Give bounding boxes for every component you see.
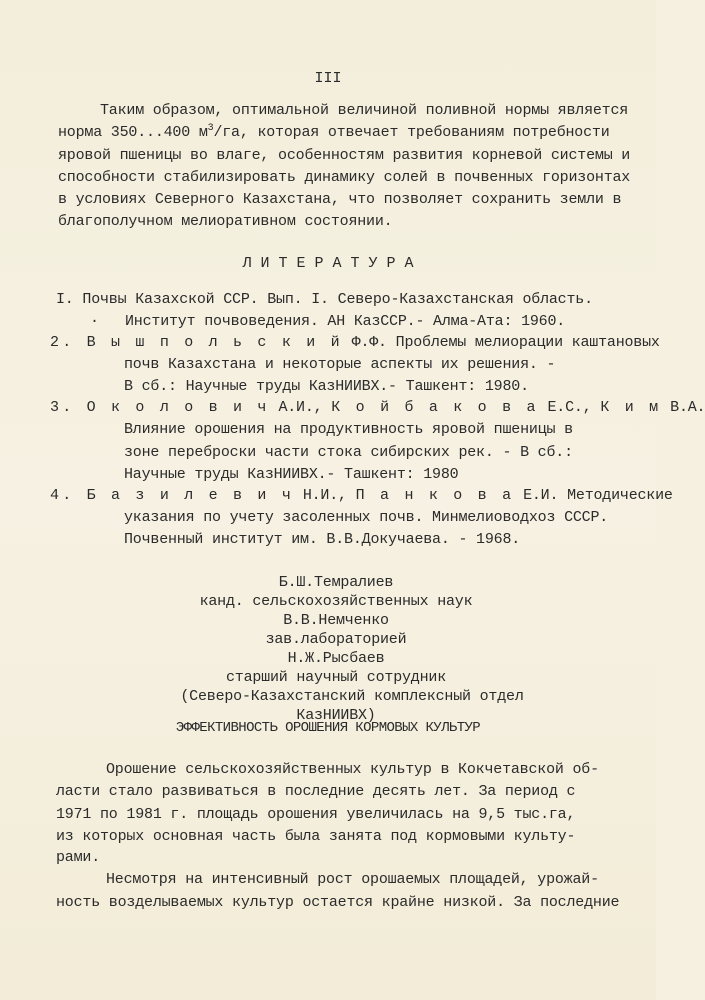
bullet-mark: · [90,313,99,330]
text-line: Таким образом, оптимальной величиной поливной нормы является [100,102,629,119]
text-line [58,123,610,143]
author-title: старший научный сотрудник [225,669,447,686]
text-fragment: В.А. [661,399,705,416]
text-line: яровой пшеницы во влаге, особенностям развития корневой системы и [58,147,631,164]
text-fragment: норма 350...400 м [58,124,208,141]
text-fragment: /га, которая отвечает требованиям потребности [213,124,610,141]
text-line: Несмотря на интенсивный рост орошаемых площадей, урожай- [106,871,599,888]
text-line: Почвенный институт им. В.В.Докучаева. - 1968. [124,531,521,548]
reference-author: П а н к о в а [355,487,515,504]
text-line: ность возделываемых культур остается крайне низкой. За последние [56,894,620,911]
text-line: из которых основная часть была занята под кормовыми культу- [56,828,576,845]
text-fragment: Ф.Ф. Проблемы мелиорации каштановых [342,334,660,351]
article-title: ЭФФЕКТИВНОСТЬ ОРОШЕНИЯ КОРМОВЫХ КУЛЬТУР [175,720,481,736]
text-fragment: Е.С., [538,399,601,416]
text-line: способности стабилизировать динамику солей в почвенных горизонтах [58,169,631,186]
author-name: Н.Ж.Рысбаев [287,650,385,667]
reference-author: 4. Б а з и л е в и ч [50,487,295,504]
text-line: благополучном мелиоративном состоянии. [58,213,393,230]
text-line: Научные труды КазНИИВХ.- Ташкент: 1980 [124,466,459,483]
reference-author: 3. О к о л о в и ч [50,399,270,416]
author-affiliation: (Северо-Казахстанский комплексный отдел [180,688,524,705]
text-line: почв Казахстана и некоторые аспекты их решения. - [124,356,556,373]
text-line [50,398,705,418]
reference-author: 2. В ы ш п о л ь с к и й [50,334,343,351]
text-line: Институт почвоведения. АН КазССР.- Алма-Ата: 1960. [125,313,566,330]
author-title: зав.лабораторией [265,631,407,648]
reference-author: К о й б а к о в а [331,399,539,416]
author-affiliation: КазНИИВХ) [296,707,376,724]
text-line: Орошение сельскохозяйственных культур в Кокчетавской об- [106,761,599,778]
text-line: 1971 по 1981 г. площадь орошения увеличилась на 9,5 тыс.га, [56,806,576,823]
author-title: канд. сельскохозяйственных наук [199,593,473,610]
text-line: I. Почвы Казахской ССР. Вып. I. Северо-Казахстанская область. [56,291,593,308]
page-number: III [314,70,342,87]
references-heading: Л И Т Е Р А Т У Р А [242,255,414,272]
text-line [50,486,673,506]
text-line: в условиях Северного Казахстана, что позволяет сохранить земли в [58,191,622,208]
text-line: рами. [56,849,101,866]
text-line [50,333,660,353]
text-line: зоне переброски части стока сибирских рек. - В сб.: [124,444,573,461]
text-line: В сб.: Научные труды КазНИИВХ.- Ташкент: 1980. [124,378,529,395]
text-line: ласти стало развиваться в последние десять лет. За период с [56,783,576,800]
text-fragment: Е.И. Методические [514,487,673,504]
text-fragment: Н.И., [294,487,356,504]
text-line: Влияние орошения на продуктивность яровой пшеницы в [124,421,573,438]
text-fragment: А.И., [269,399,332,416]
text-line: указания по учету засоленных почв. Минмелиоводхоз СССР. [124,509,609,526]
reference-author: К и м [600,399,662,416]
author-name: Б.Ш.Темралиев [278,574,394,591]
author-name: В.В.Немченко [283,612,389,629]
superscript: 3 [207,123,214,134]
